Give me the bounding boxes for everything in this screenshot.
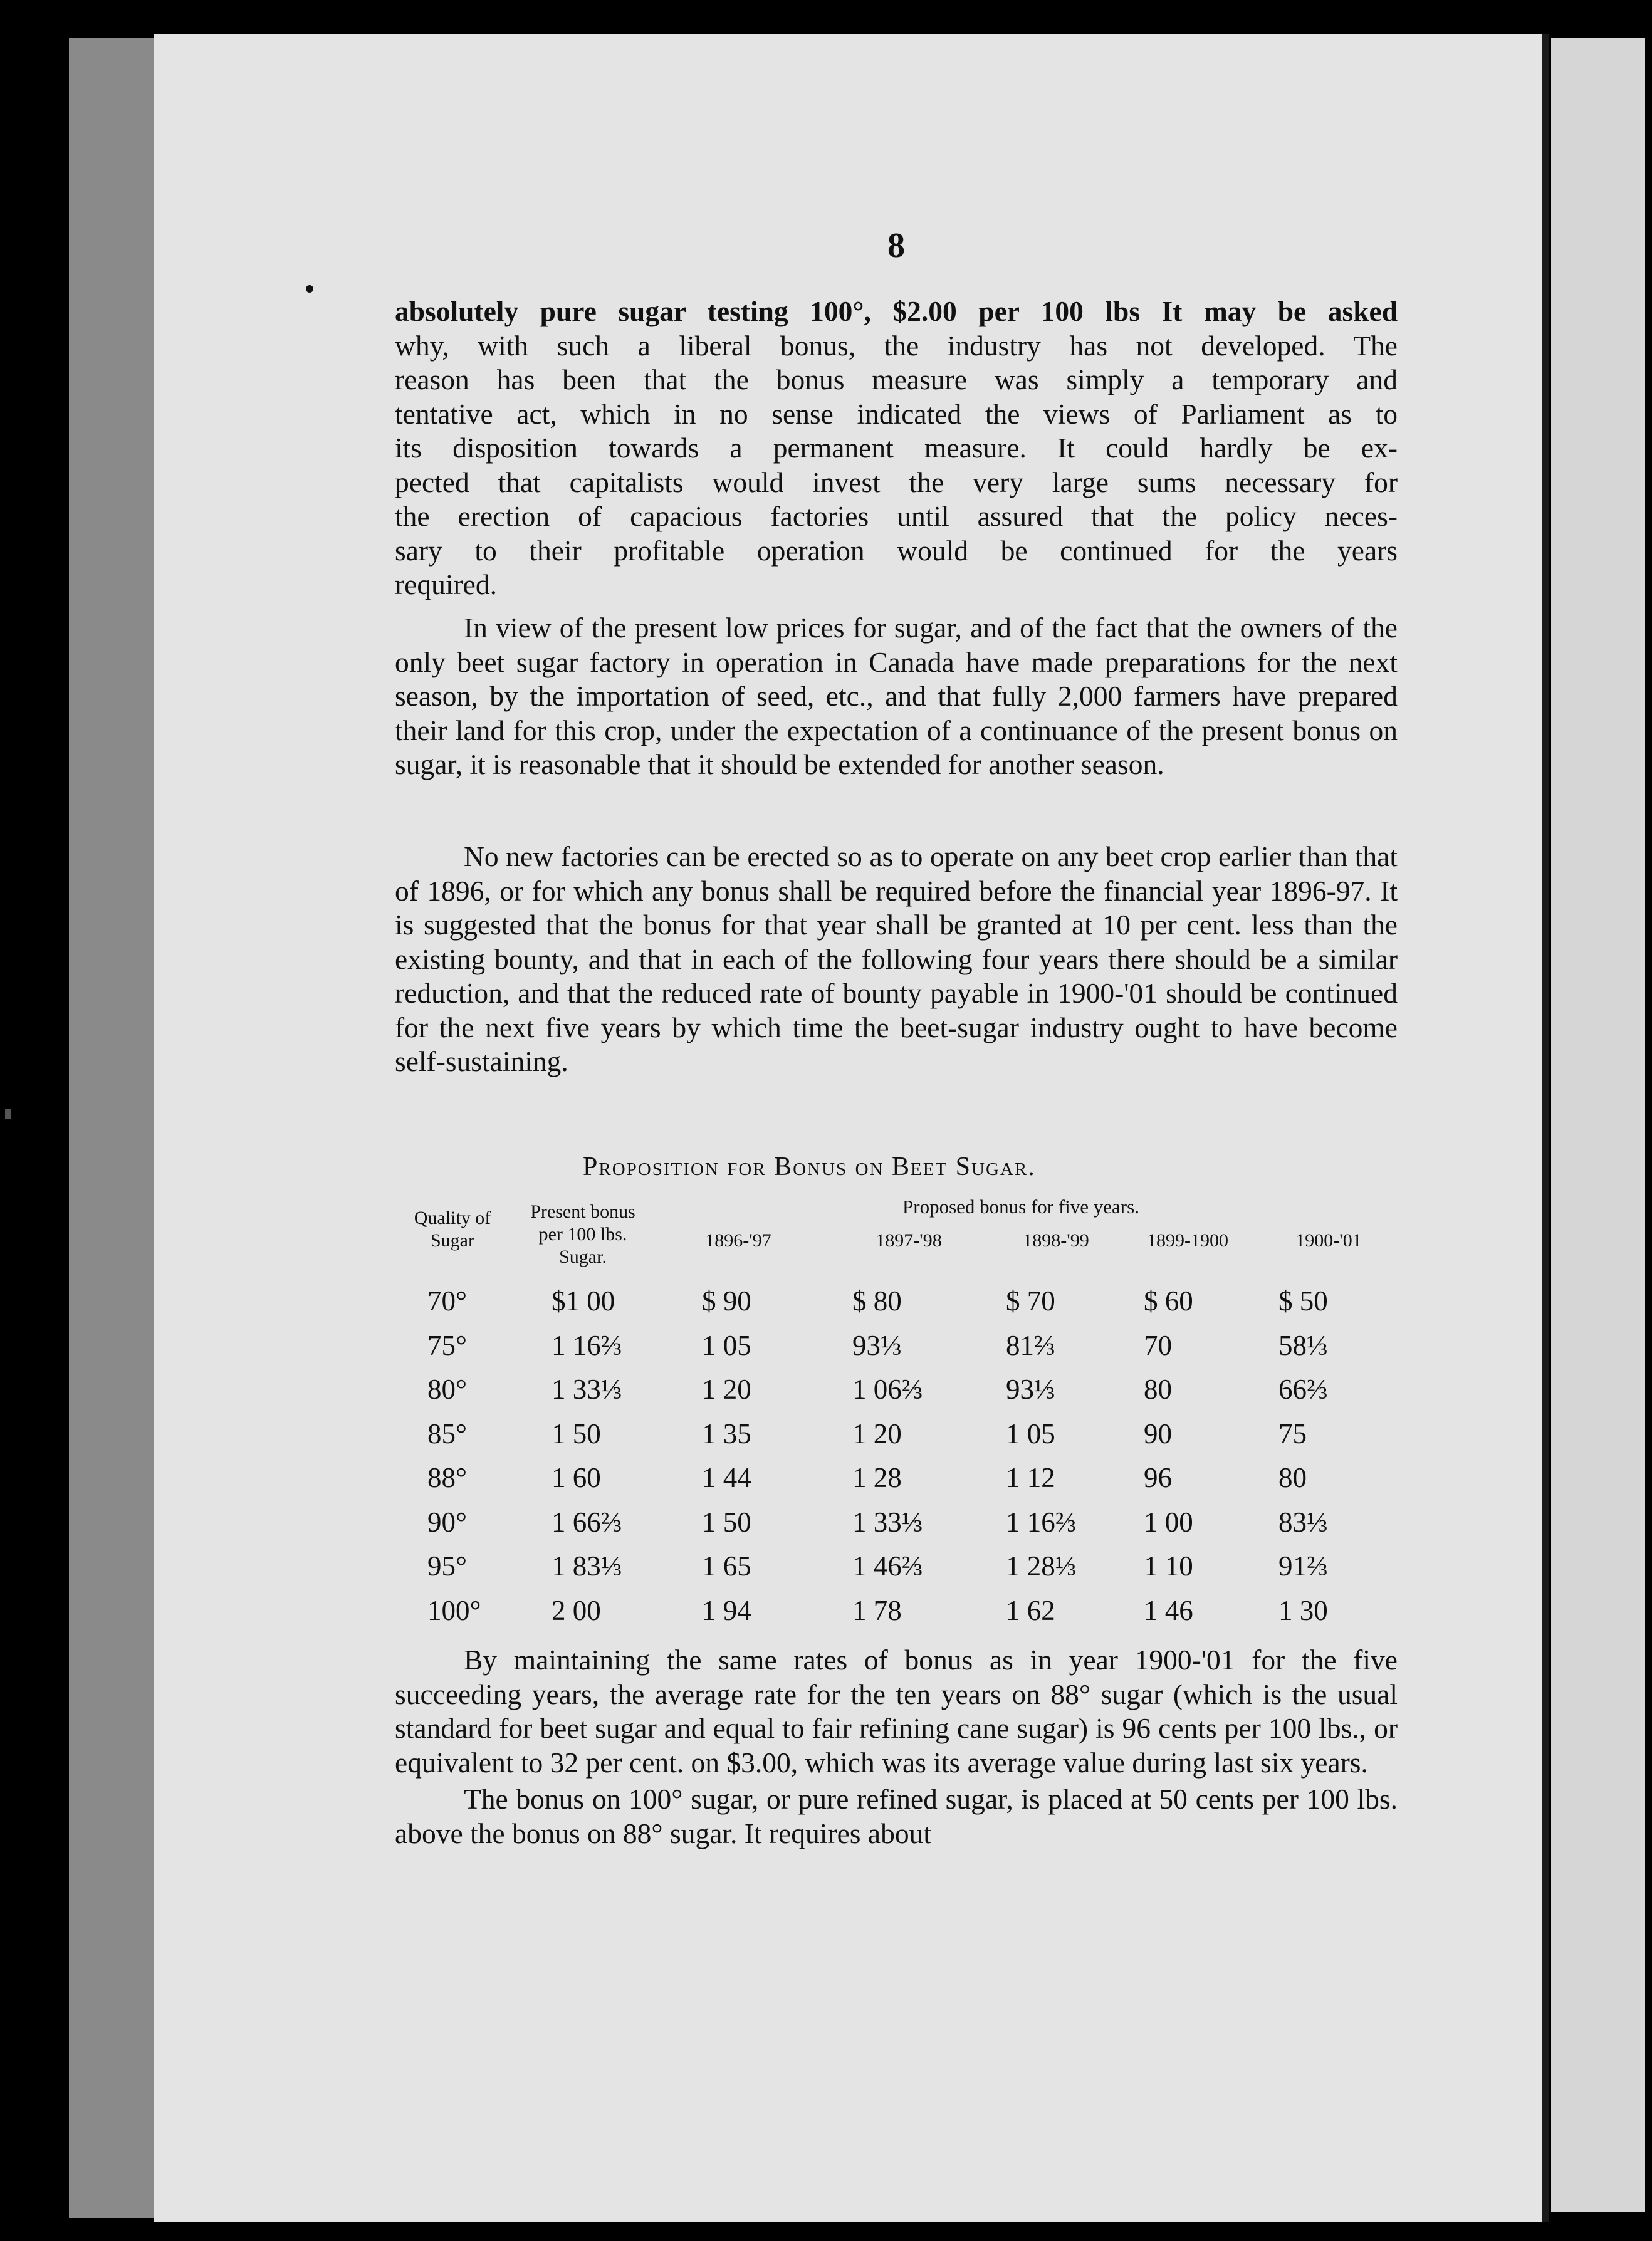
table-cell-y1: 1 65 bbox=[702, 1550, 751, 1582]
table-cell-y3: 1 12 bbox=[1006, 1462, 1055, 1493]
table-cell-present: 1 66⅔ bbox=[552, 1506, 622, 1538]
table-cell-y5: 1 30 bbox=[1278, 1594, 1328, 1626]
table-cell-y1: 1 35 bbox=[702, 1418, 751, 1450]
header-line: per 100 lbs. bbox=[538, 1224, 627, 1245]
table-cell-present: 1 83⅓ bbox=[552, 1550, 622, 1582]
table-cell-quality: 100° bbox=[427, 1594, 481, 1626]
header-1898-99: 1898-'99 bbox=[1023, 1230, 1089, 1251]
table-cell-quality: 88° bbox=[427, 1462, 467, 1493]
closing-paragraphs bbox=[395, 1643, 1398, 1851]
table-cell-y3: 81⅔ bbox=[1006, 1329, 1055, 1361]
header-quality bbox=[396, 1207, 509, 1252]
table-cell-y4: 70 bbox=[1144, 1329, 1172, 1361]
text-line: reason has been that the bonus measure was simply a temporary and bbox=[395, 363, 1398, 395]
margin-mark bbox=[5, 1109, 11, 1119]
text-line: the erection of capacious factories until assured that the policy neces- bbox=[395, 500, 1398, 532]
table-cell-quality: 85° bbox=[427, 1418, 467, 1450]
table-cell-y5: 66⅔ bbox=[1278, 1374, 1328, 1405]
facing-page-strip bbox=[1551, 38, 1645, 2212]
table-cell-quality: 75° bbox=[427, 1329, 467, 1361]
page-edge bbox=[1542, 34, 1549, 2222]
table-cell-present: $1 00 bbox=[552, 1285, 615, 1317]
paragraph-5: The bonus on 100° sugar, or pure refined sugar, is placed at 50 cents per 100 lbs. above the bonus on 88° sugar. It requires about bbox=[395, 1783, 1398, 1849]
table-cell-quality: 95° bbox=[427, 1550, 467, 1582]
table-cell-quality: 70° bbox=[427, 1285, 467, 1317]
table-cell-y3: $ 70 bbox=[1006, 1285, 1055, 1317]
header-1899-1900: 1899-1900 bbox=[1147, 1230, 1228, 1251]
table-cell-y5: 83⅓ bbox=[1278, 1506, 1328, 1538]
table-cell-y3: 93⅓ bbox=[1006, 1374, 1055, 1405]
table-cell-y4: 96 bbox=[1144, 1462, 1172, 1493]
opening-paragraph bbox=[395, 295, 1398, 602]
table-cell-present: 1 60 bbox=[552, 1462, 601, 1493]
header-1900-01: 1900-'01 bbox=[1295, 1230, 1362, 1251]
table-cell-present: 2 00 bbox=[552, 1594, 601, 1626]
text-line: absolutely pure sugar testing 100°, $2.00 per 100 lbs It may be asked bbox=[395, 295, 1398, 327]
page-number: 8 bbox=[887, 226, 905, 265]
table-cell-y5: 91⅔ bbox=[1278, 1550, 1328, 1582]
table-cell-y5: $ 50 bbox=[1278, 1285, 1328, 1317]
table-cell-y4: 90 bbox=[1144, 1418, 1172, 1450]
table-cell-y4: 80 bbox=[1144, 1374, 1172, 1405]
proposed-caption: Proposed bonus for five years. bbox=[902, 1196, 1139, 1218]
text-line: pected that capitalists would invest the very large sums necessary for bbox=[395, 466, 1398, 498]
table-cell-y1: 1 50 bbox=[702, 1506, 751, 1538]
table-cell-y4: $ 60 bbox=[1144, 1285, 1193, 1317]
table-cell-y2: 1 46⅔ bbox=[852, 1550, 923, 1582]
table-cell-y2: 1 20 bbox=[852, 1418, 902, 1450]
table-cell-y4: 1 00 bbox=[1144, 1506, 1193, 1538]
table-cell-present: 1 33⅓ bbox=[552, 1374, 622, 1405]
text-line: tentative act, which in no sense indicated the views of Parliament as to bbox=[395, 397, 1398, 430]
table-cell-y1: 1 05 bbox=[702, 1329, 751, 1361]
table-cell-y1: 1 44 bbox=[702, 1462, 751, 1493]
table-cell-y3: 1 05 bbox=[1006, 1418, 1055, 1450]
header-present bbox=[514, 1201, 652, 1268]
header-line: Sugar bbox=[431, 1230, 474, 1251]
table-cell-y3: 1 16⅔ bbox=[1006, 1506, 1077, 1538]
text-line: its disposition towards a permanent measure. It could hardly be ex- bbox=[395, 432, 1398, 464]
header-line: Quality of bbox=[414, 1208, 491, 1228]
table-cell-quality: 80° bbox=[427, 1374, 467, 1405]
text-line: required. bbox=[395, 568, 497, 600]
table-title: Proposition for Bonus on Beet Sugar. bbox=[583, 1152, 1036, 1181]
table-cell-y4: 1 10 bbox=[1144, 1550, 1193, 1582]
table-cell-y5: 75 bbox=[1278, 1418, 1307, 1450]
table-cell-quality: 90° bbox=[427, 1506, 467, 1538]
table-cell-present: 1 50 bbox=[552, 1418, 601, 1450]
text-line: why, with such a liberal bonus, the industry has not developed. The bbox=[395, 329, 1398, 362]
table-cell-y1: 1 94 bbox=[702, 1594, 751, 1626]
scanner-frame-left bbox=[69, 38, 157, 2218]
header-line: Present bonus bbox=[530, 1201, 635, 1222]
table-cell-present: 1 16⅔ bbox=[552, 1329, 622, 1361]
header-line: Sugar. bbox=[559, 1246, 607, 1267]
table-cell-y2: 93⅓ bbox=[852, 1329, 902, 1361]
paragraph-3-container bbox=[395, 840, 1398, 1079]
header-1897-98: 1897-'98 bbox=[876, 1230, 942, 1251]
header-1896-97: 1896-'97 bbox=[705, 1230, 771, 1251]
paragraph-2-container bbox=[395, 611, 1398, 782]
table-cell-y1: $ 90 bbox=[702, 1285, 751, 1317]
table-cell-y2: 1 33⅓ bbox=[852, 1506, 923, 1538]
table-cell-y3: 1 28⅓ bbox=[1006, 1550, 1077, 1582]
table-cell-y4: 1 46 bbox=[1144, 1594, 1193, 1626]
table-cell-y5: 80 bbox=[1278, 1462, 1307, 1493]
table-cell-y2: $ 80 bbox=[852, 1285, 902, 1317]
table-cell-y5: 58⅓ bbox=[1278, 1329, 1328, 1361]
paragraph-4: By maintaining the same rates of bonus as in year 1900-'01 for the five succeeding years, the average rate for the ten years on 88° sugar (which is the usual standard for beet sugar and equal to fair refining cane sugar) is 96 cents per 100 lbs., or equivalent to 32 per cent. on $3.00, which was its average value during last six years. bbox=[395, 1644, 1398, 1779]
table-cell-y2: 1 78 bbox=[852, 1594, 902, 1626]
text-line: sary to their profitable operation would be continued for the years bbox=[395, 534, 1398, 567]
table-cell-y2: 1 28 bbox=[852, 1462, 902, 1493]
paragraph-3: No new factories can be erected so as to operate on any beet crop earlier than that of 1896, or for which any bonus shall be required before the financial year 1896-97. It is suggested that the bonus for that year shall be granted at 10 per cent. less than the existing bounty, and that in each of the following four years there should be a similar reduction, and that the reduced rate of bounty payable in 1900-'01 should be continued for the next five years by which time the beet-sugar industry ought to have become self-sustaining. bbox=[395, 840, 1398, 1077]
table-cell-y3: 1 62 bbox=[1006, 1594, 1055, 1626]
ink-speck bbox=[306, 285, 313, 293]
paragraph-2: In view of the present low prices for sugar, and of the fact that the owners of the only beet sugar factory in operation in Canada have made preparations for the next season, by the importation of seed, etc., and that fully 2,000 farmers have prepared their land for this crop, under the expectation of a continuance of the present bonus on sugar, it is reasonable that it should be extended for another season. bbox=[395, 612, 1398, 780]
table-cell-y2: 1 06⅔ bbox=[852, 1374, 923, 1405]
table-cell-y1: 1 20 bbox=[702, 1374, 751, 1405]
